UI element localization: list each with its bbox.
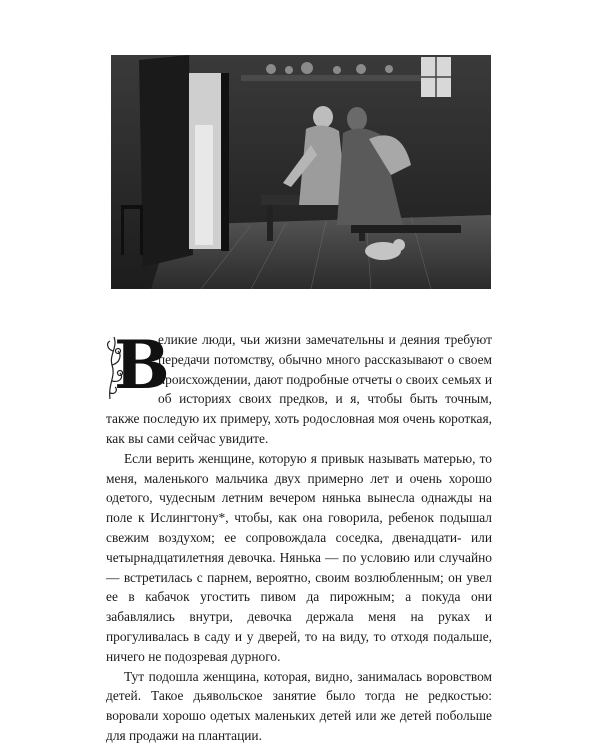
engraving-interior-scene-icon (111, 55, 491, 289)
paragraph-3: Тут подошла женщина, которая, видно, занималась воровством детей. Такое дьявольское занятие было тогда не редкостью: воровали хорошо одетых маленьких детей или же детей побольше для продажи на плантации. (106, 668, 492, 743)
engraving-illustration (111, 55, 491, 289)
chapter-text (106, 326, 492, 746)
paragraph-2: Если верить женщине, которую я привык называть матерью, то меня, маленького мальчика двух примерно лет и очень хорошо одетого, чудесным летним вечером нянька вынесла однажды на поле к Ислингтону*, чтобы, как она говорила, ребенок подышал свежим воздухом; ее сопровождала соседка, двенадцати- или четырнадцатилетняя девочка. Нянька — по условию или случайно — встретилась с парнем, вероятно, своим возлюбленным; он увел ее в кабачок угостить пивом да пирожным; а покуда они забавлялись внутри, девочка держала меня на руках и прогуливалась в саду и у дверей, то на виду, то отходя подальше, ничего не подозревая дурного. (106, 450, 492, 664)
dropcap-letter: В (114, 326, 170, 404)
paragraph-1-text: еликие люди, чьи жизни замечательны и деяния требуют передачи потомству, обычно много рассказывают о своем происхождении, дают подробные отчеты о своих семьях и об историях своих предков, и я, чтобы быть точным, также последую их примеру, хоть родословная моя очень короткая, как вы сами сейчас увидите. (106, 332, 492, 446)
paragraph-1 (106, 326, 492, 449)
ornamental-dropcap (106, 326, 170, 404)
